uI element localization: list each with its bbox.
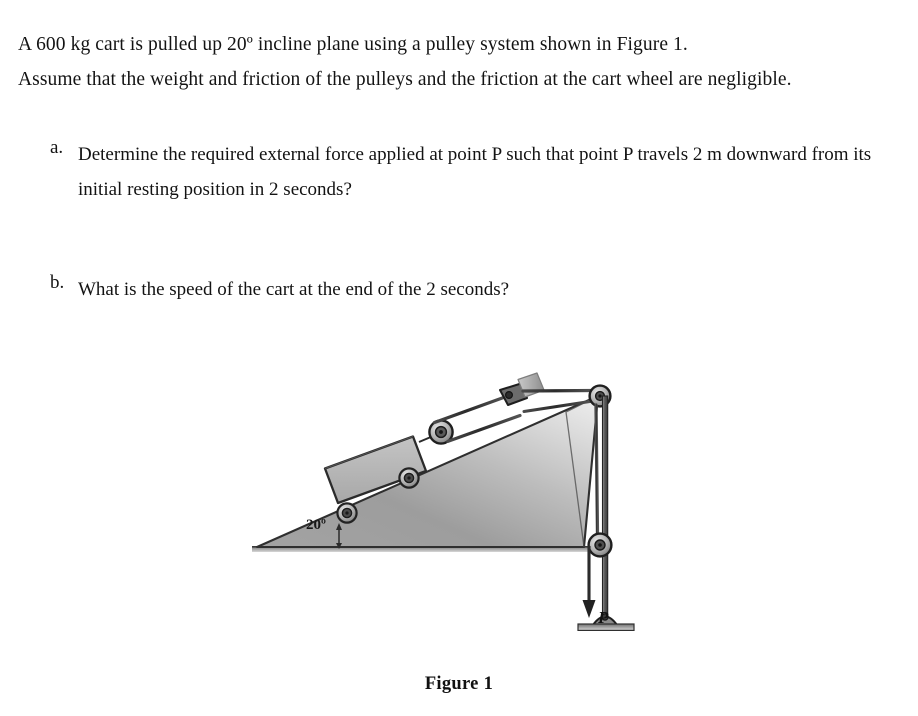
question-b-text: What is the speed of the cart at the end of the 2 seconds? bbox=[78, 279, 510, 300]
force-label-P: P bbox=[598, 608, 609, 627]
figure-container bbox=[0, 368, 918, 716]
figure-caption: Figure 1 bbox=[424, 674, 494, 694]
pulley-system-diagram bbox=[0, 368, 918, 668]
intro-line-2: Assume that the weight and friction of the pulleys and the friction at the cart wheel are negligible. bbox=[18, 69, 792, 90]
intro-line-1: A 600 kg cart is pulled up 20º incline plane using a pulley system shown in Figure 1. bbox=[18, 34, 688, 55]
question-b-marker: b. bbox=[50, 272, 65, 293]
vertical-post bbox=[603, 396, 608, 625]
incline-angle-label: 20º bbox=[306, 517, 326, 533]
question-a-marker: a. bbox=[50, 137, 64, 158]
question-a-text: Determine the required external force applied at point P such that point P travels 2 m downward from its initial resting position in 2 seconds? bbox=[78, 144, 872, 200]
rope-top-to-bottom-pulley bbox=[596, 405, 598, 535]
cart-wheel-front bbox=[399, 468, 418, 487]
bottom-pulley bbox=[589, 534, 612, 557]
fixed-anchor-bracket bbox=[500, 373, 544, 405]
cart-wheel-rear bbox=[337, 503, 356, 522]
force-arrow-P bbox=[583, 546, 596, 618]
